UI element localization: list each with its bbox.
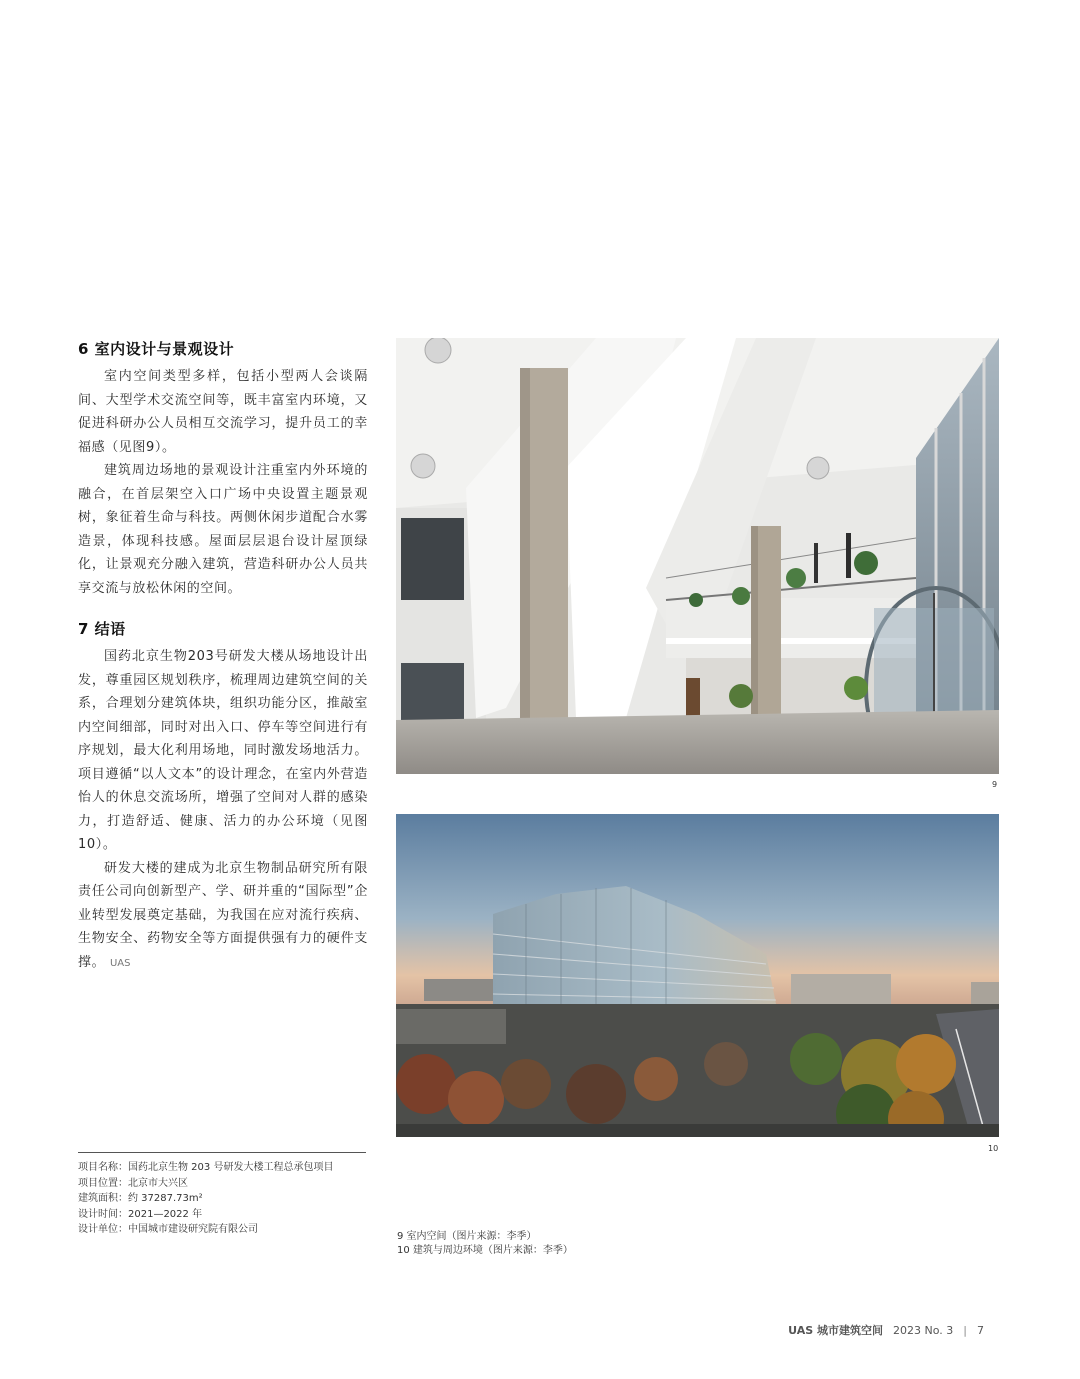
project-info-rule bbox=[78, 1152, 366, 1153]
page-footer bbox=[788, 1322, 984, 1338]
section-7-paragraph-2 bbox=[78, 857, 368, 976]
project-info bbox=[78, 1160, 378, 1238]
project-location: 项目位置：北京市大兴区 bbox=[78, 1177, 188, 1189]
project-design-unit: 设计单位：中国城市建设研究院有限公司 bbox=[78, 1224, 258, 1235]
text-column bbox=[78, 338, 368, 975]
project-name: 项目名称：国药北京生物 203 号研发大楼工程总承包项目 bbox=[78, 1162, 334, 1173]
section-7-paragraph-1: 国药北京生物203号研发大楼从场地设计出发，尊重园区规划秩序，梳理周边建筑空间的关系，合理划分建筑体块，组织功能分区，推敲室内空间细部，同时对出入口、停车等空间进行有序规划，最大化利用场地，同时激发场地活力。项目遵循“以人文本”的设计理念，在室内外营造怡人的休息交流场所，增强了空间对人群的感染力，打造舒适、健康、活力的办公环境（见图10）。 bbox=[78, 649, 368, 852]
figure-10-exterior-photo bbox=[396, 814, 999, 1137]
caption-9: 9 室内空间（图片来源：李季） bbox=[397, 1231, 537, 1242]
section-6-paragraph-2: 建筑周边场地的景观设计注重室内外环境的融合，在首层架空入口广场中央设置主题景观树，象征着生命与科技。两侧休闲步道配合水雾造景，体现科技感。屋面层层退台设计屋顶绿化，让景观充分融入建筑，营造科研办公人员共享交流与放松休闲的空间。 bbox=[78, 463, 368, 596]
project-design-time: 设计时间：2021—2022 年 bbox=[78, 1208, 203, 1220]
figure-9-number: 9 bbox=[992, 780, 998, 789]
project-area: 建筑面积：约 37287.73m² bbox=[78, 1193, 203, 1204]
section-6-paragraph-1: 室内空间类型多样，包括小型两人会谈隔间、大型学术交流空间等，既丰富室内环境，又促进科研办公人员相互交流学习，提升员工的幸福感（见图9）。 bbox=[78, 369, 368, 455]
issue-number: 2023 No. 3 bbox=[893, 1323, 954, 1337]
page-number: 7 bbox=[977, 1323, 984, 1337]
caption-10: 10 建筑与周边环境（图片来源：李季） bbox=[397, 1245, 573, 1256]
journal-brand: UAS 城市建筑空间 bbox=[788, 1324, 884, 1337]
section-7-paragraph-2-text: 研发大楼的建成为北京生物制品研究所有限责任公司向创新型产、学、研并重的“国际型”企业转型发展奠定基础，为我国在应对流行疾病、生物安全、药物安全等方面提供强有力的硬件支撑。 bbox=[78, 860, 368, 970]
section-7-title: 7 结语 bbox=[78, 620, 126, 638]
figure-10-number: 10 bbox=[988, 1144, 999, 1153]
section-6-title: 6 室内设计与景观设计 bbox=[78, 340, 235, 358]
end-mark: UAS bbox=[109, 957, 131, 969]
figure-9-interior-photo bbox=[396, 338, 999, 774]
footer-separator: | bbox=[963, 1323, 967, 1337]
figure-captions bbox=[397, 1230, 573, 1258]
